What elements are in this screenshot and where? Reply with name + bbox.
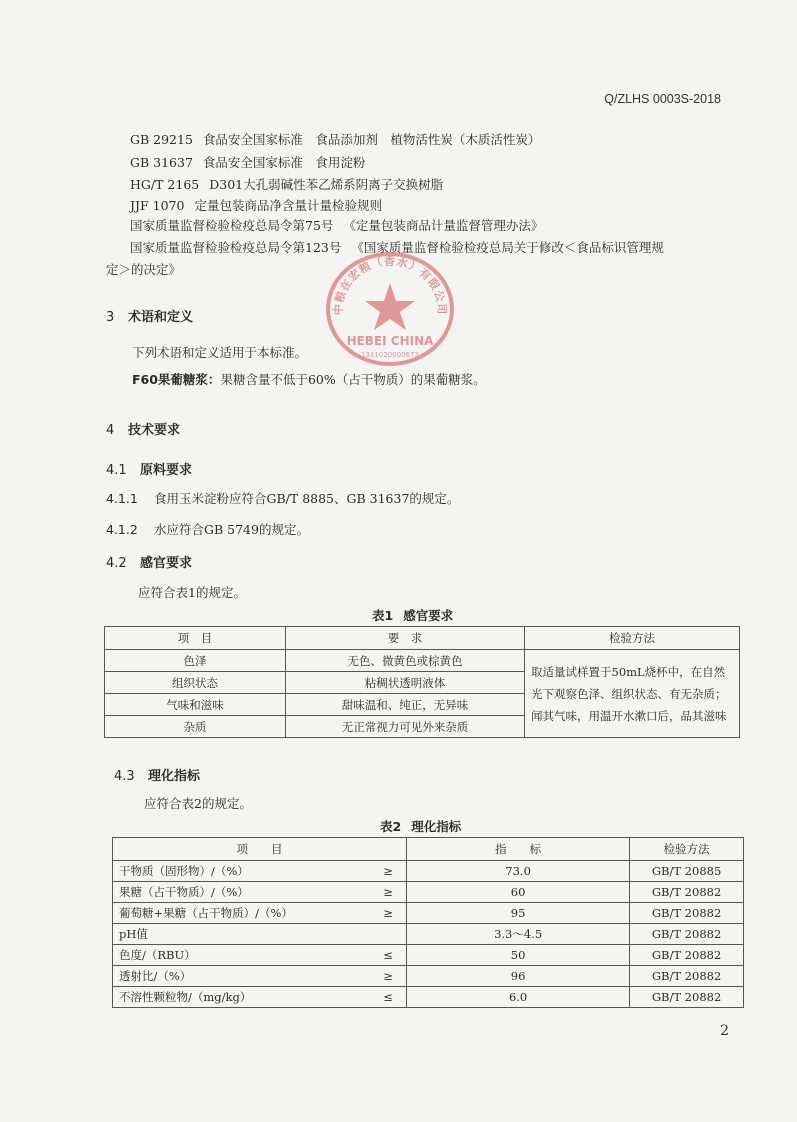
table-caption-title: 理化指标 [411, 819, 462, 834]
table-caption-number: 表1 [372, 608, 394, 623]
table-row [113, 924, 744, 945]
page-number: 2 [720, 1023, 729, 1039]
table-cell-symbol: ≥ [370, 903, 407, 924]
reference-item [130, 198, 382, 214]
table-header-cell: 项 目 [105, 627, 286, 650]
table-cell-method: GB/T 20882 [630, 987, 744, 1008]
table-cell-method: GB/T 20882 [630, 945, 744, 966]
seal-text-mid: HEBEI CHINA [346, 334, 434, 348]
company-seal [320, 245, 460, 370]
table-cell-item: 葡萄糖+果糖（占干物质）/（%） [113, 903, 371, 924]
section-number: 4 [106, 423, 115, 438]
table-cell-value: 50 [407, 945, 630, 966]
clause-number: 4.1.1 [106, 491, 138, 506]
reference-code: HG/T 2165 [130, 177, 200, 192]
section-heading [106, 419, 180, 438]
table-cell-value: 96 [407, 966, 630, 987]
table-cell-item: 透射比/（%） [113, 966, 371, 987]
table-row [113, 966, 744, 987]
table-cell-method: GB/T 20885 [630, 861, 744, 882]
sensory-requirements-table [104, 626, 740, 738]
subsection-title: 感官要求 [140, 556, 193, 571]
reference-title: 食品安全国家标准 食用淀粉 [202, 155, 366, 170]
table-reference-text: 应符合表1的规定。 [138, 585, 246, 600]
table-cell-value: 6.0 [407, 987, 630, 1008]
table-header-cell: 检验方法 [630, 838, 744, 861]
table-cell-symbol: ≥ [370, 966, 407, 987]
reference-item [130, 218, 543, 234]
subsection-title: 理化指标 [148, 769, 201, 784]
physicochemical-indicators-table [112, 837, 744, 1008]
clause-number: 4.1.2 [106, 522, 138, 537]
table-row [113, 861, 744, 882]
reference-item [130, 155, 365, 171]
subsection-number: 4.1 [106, 463, 127, 478]
reference-title: D301大孔弱碱性苯乙烯系阴离子交换树脂 [209, 177, 444, 192]
seal-number: 1311020000673 [361, 351, 419, 359]
table-cell-symbol [370, 924, 407, 945]
subsection-heading [106, 552, 192, 571]
table-cell-requirement: 粘稠状透明液体 [286, 672, 525, 694]
table-cell-symbol: ≥ [370, 882, 407, 903]
table-cell-method: 取适量试样置于50mL烧杯中，在自然光下观察色泽、组织状态、有无杂质；闻其气味，用温开水漱口后，品其滋味 [525, 650, 740, 738]
reference-title: 《国家质量监督检验检疫总局关于修改＜食品标识管理规 [351, 240, 664, 255]
table-cell-value: 73.0 [407, 861, 630, 882]
table-cell-value: 60 [407, 882, 630, 903]
table-reference-text: 应符合表2的规定。 [144, 796, 252, 811]
table-cell-item: 杂质 [105, 716, 286, 738]
subsection-title: 原料要求 [140, 463, 193, 478]
table-cell-symbol: ≤ [370, 987, 407, 1008]
reference-item [130, 177, 443, 193]
table-cell-value: 95 [407, 903, 630, 924]
table-row [105, 650, 740, 672]
reference-code: 国家质量监督检验检疫总局令第75号 [130, 218, 334, 233]
table-row [113, 987, 744, 1008]
section-intro: 下列术语和定义适用于本标准。 [132, 345, 308, 360]
reference-title: 食品安全国家标准 食品添加剂 植物活性炭（木质活性炭） [202, 132, 541, 147]
table-header-cell: 指 标 [407, 838, 630, 861]
table-row [113, 945, 744, 966]
table-header-cell: 要 求 [286, 627, 525, 650]
clause-text: 水应符合GB 5749的规定。 [154, 522, 309, 537]
reference-item [130, 132, 540, 148]
subsection-heading [114, 765, 200, 784]
table-row [113, 903, 744, 924]
section-number: 3 [106, 310, 115, 325]
table-cell-requirement: 无正常视力可见外来杂质 [286, 716, 525, 738]
table-cell-symbol: ≥ [370, 861, 407, 882]
term-text: 果糖含量不低于60%（占干物质）的果葡糖浆。 [220, 372, 486, 387]
section-heading [106, 306, 193, 325]
reference-code: 国家质量监督检验检疫总局令第123号 [130, 240, 342, 255]
table-cell-item: pH值 [113, 924, 371, 945]
table-cell-item: 气味和滋味 [105, 694, 286, 716]
table-cell-method: GB/T 20882 [630, 924, 744, 945]
table-cell-requirement: 无色、微黄色或棕黄色 [286, 650, 525, 672]
clause-text: 食用玉米淀粉应符合GB/T 8885、GB 31637的规定。 [154, 491, 460, 506]
term-definition [132, 370, 486, 388]
section-title: 术语和定义 [128, 310, 194, 325]
table-header-cell: 项 目 [113, 838, 407, 861]
reference-code: GB 31637 [130, 155, 193, 170]
table-row [113, 882, 744, 903]
table-header-row [113, 838, 744, 861]
table-header-row [105, 627, 740, 650]
seal-text-top: 中粮在宏粮（香水）有限公司 [331, 255, 449, 316]
table-cell-method: GB/T 20882 [630, 903, 744, 924]
table-caption-number: 表2 [380, 819, 402, 834]
subsection-number: 4.2 [106, 556, 127, 571]
table-cell-item: 色度/（RBU） [113, 945, 371, 966]
reference-title: 定量包装商品净含量计量检验规则 [194, 198, 382, 213]
reference-code: JJF 1070 [130, 198, 185, 213]
document-code: Q/ZLHS 0003S-2018 [604, 92, 721, 106]
section-title: 技术要求 [128, 423, 181, 438]
table-cell-item: 干物质（固形物）/（%） [113, 861, 371, 882]
reference-code: GB 29215 [130, 132, 193, 147]
clause-item [106, 489, 459, 507]
table-header-cell: 检验方法 [525, 627, 740, 650]
reference-continuation: 定＞的决定》 [106, 262, 182, 277]
table-cell-symbol: ≤ [370, 945, 407, 966]
table-caption [372, 606, 453, 624]
table-cell-value: 3.3～4.5 [407, 924, 630, 945]
table-cell-method: GB/T 20882 [630, 882, 744, 903]
term-name: F60果葡糖浆： [132, 372, 221, 387]
table-cell-requirement: 甜味温和、纯正，无异味 [286, 694, 525, 716]
table-cell-method: GB/T 20882 [630, 966, 744, 987]
table-cell-item: 色泽 [105, 650, 286, 672]
table-cell-item: 不溶性颗粒物/（mg/kg） [113, 987, 371, 1008]
table-cell-item: 组织状态 [105, 672, 286, 694]
clause-item [106, 520, 309, 538]
table-cell-item: 果糖（占干物质）/（%） [113, 882, 371, 903]
subsection-number: 4.3 [114, 769, 135, 784]
table-caption-title: 感官要求 [403, 608, 454, 623]
reference-title: 《定量包装商品计量监督管理办法》 [343, 218, 544, 233]
table-caption [380, 817, 461, 835]
subsection-heading [106, 459, 192, 478]
